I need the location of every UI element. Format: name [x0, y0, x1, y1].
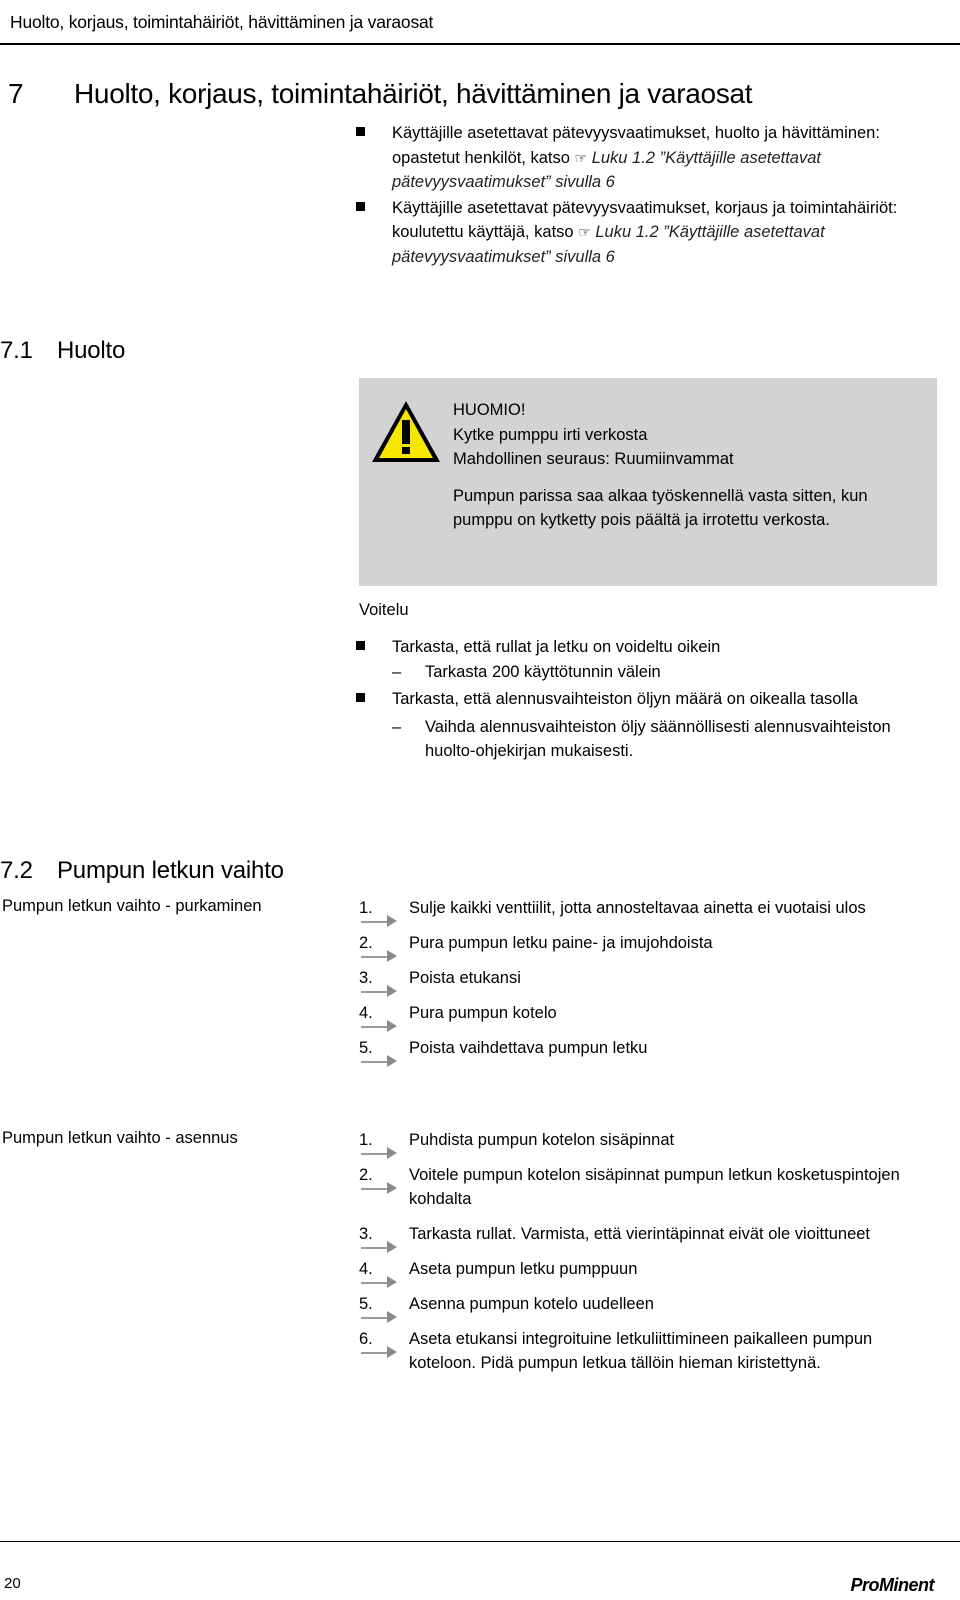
cross-reference-link[interactable]: Luku 1.2 ”Käyttäjille asetettavat pätevyysvaatimukset” sivulla 6	[392, 148, 821, 191]
removal-step	[359, 1036, 937, 1060]
step-text: Pura pumpun kotelo	[409, 1004, 557, 1022]
step-arrow-icon	[387, 985, 397, 997]
step-text: Tarkasta rullat. Varmista, että vierintäpinnat eivät ole vioittuneet	[409, 1225, 871, 1243]
qualification-item	[392, 196, 937, 270]
lubrication-item-text: Tarkasta, että rullat ja letku on voideltu oikein	[392, 638, 721, 656]
lubrication-subitem	[392, 715, 937, 764]
step-arrow-icon	[387, 1182, 397, 1194]
step-arrow-icon	[387, 1311, 397, 1323]
dash-icon: –	[392, 717, 402, 736]
brand-logo: ProMinent	[850, 1575, 934, 1595]
step-arrow-icon	[387, 915, 397, 927]
bullet-square-icon	[356, 127, 365, 136]
removal-steps	[359, 896, 937, 1071]
lubrication-list	[392, 635, 937, 764]
header-divider	[0, 43, 960, 45]
section-heading-huolto	[0, 337, 125, 365]
install-step	[359, 1128, 937, 1152]
step-text: Aseta etukansi integroituine letkuliittimineen paikalleen pumpun koteloon. Pidä pumpun letkua tällöin hieman kiristettynä.	[409, 1330, 873, 1372]
step-arrow-icon	[387, 1147, 397, 1159]
notice-consequence: Mahdollinen seuraus: Ruumiinvammat	[453, 450, 734, 468]
notice-content	[453, 398, 923, 533]
step-arrow-icon	[387, 1020, 397, 1032]
running-header: Huolto, korjaus, toimintahäiriöt, hävittäminen ja varaosat	[10, 12, 434, 32]
qualification-item	[392, 121, 937, 195]
section-title: Huolto	[57, 337, 126, 364]
section-heading-letkun-vaihto	[0, 857, 284, 885]
step-number: 6.	[359, 1327, 379, 1351]
step-number: 3.	[359, 966, 379, 990]
step-number: 2.	[359, 1163, 379, 1187]
hand-pointer-icon: ☞	[578, 224, 591, 240]
step-arrow-icon	[387, 1346, 397, 1358]
section-number: 7.1	[0, 337, 33, 364]
lubrication-subitem-text: Vaihda alennusvaihteiston öljy säännöllisesti alennusvaihteiston huolto-ohjekirjan mukaisesti.	[425, 717, 891, 760]
qualification-label: Käyttäjille asetettavat pätevyysvaatimukset, korjaus ja toimintahäiriöt:	[392, 198, 898, 217]
step-number: 2.	[359, 931, 379, 955]
notice-heading: HUOMIO!	[453, 401, 526, 419]
warning-triangle-icon	[369, 398, 443, 471]
lubrication-item	[392, 635, 937, 660]
bullet-square-icon	[356, 202, 365, 211]
step-arrow-icon	[387, 1241, 397, 1253]
hand-pointer-icon: ☞	[574, 149, 588, 166]
lubrication-label: Voitelu	[359, 601, 409, 619]
qualification-label: Käyttäjille asetettavat pätevyysvaatimukset, huolto ja hävittäminen:	[392, 124, 880, 142]
footer-divider	[0, 1541, 960, 1542]
step-text: Poista vaihdettava pumpun letku	[409, 1039, 648, 1057]
step-arrow-icon	[387, 950, 397, 962]
install-heading: Pumpun letkun vaihto - asennus	[2, 1129, 238, 1147]
section-number: 7.2	[0, 857, 33, 884]
step-text: Pura pumpun letku paine- ja imujohdoista	[409, 934, 713, 952]
install-step	[359, 1257, 937, 1281]
lubrication-subitem	[392, 660, 937, 685]
install-step	[359, 1163, 937, 1211]
step-text: Aseta pumpun letku pumppuun	[409, 1260, 638, 1278]
chapter-title: Huolto, korjaus, toimintahäiriöt, hävittäminen ja varaosat	[74, 78, 753, 109]
section-title: Pumpun letkun vaihto	[57, 857, 284, 884]
step-text: Sulje kaikki venttiilit, jotta annosteltavaa ainetta ei vuotaisi ulos	[409, 899, 866, 917]
step-number: 1.	[359, 896, 379, 920]
lubrication-item	[392, 687, 937, 712]
removal-step	[359, 966, 937, 990]
step-number: 5.	[359, 1036, 379, 1060]
bullet-square-icon	[356, 641, 365, 650]
step-text: Voitele pumpun kotelon sisäpinnat pumpun letkun kosketuspintojen kohdalta	[409, 1166, 900, 1208]
step-arrow-icon	[387, 1055, 397, 1067]
install-step	[359, 1327, 937, 1375]
chapter-number: 7	[8, 78, 24, 109]
dash-icon: –	[392, 662, 402, 681]
page-number: 20	[4, 1575, 21, 1592]
notice-body: Pumpun parissa saa alkaa työskennellä vasta sitten, kun pumppu on kytketty pois päältä ja irrotettu verkosta.	[453, 486, 868, 529]
install-step	[359, 1292, 937, 1316]
lubrication-item-text: Tarkasta, että alennusvaihteiston öljyn määrä on oikealla tasolla	[392, 690, 858, 708]
step-number: 4.	[359, 1001, 379, 1025]
bullet-square-icon	[356, 693, 365, 702]
removal-heading: Pumpun letkun vaihto - purkaminen	[2, 897, 262, 915]
step-number: 3.	[359, 1222, 379, 1246]
removal-step	[359, 896, 937, 920]
qualification-text: opastetut henkilöt, katso	[392, 148, 575, 167]
step-number: 4.	[359, 1257, 379, 1281]
step-text: Poista etukansi	[409, 969, 521, 987]
lubrication-subitem-text: Tarkasta 200 käyttötunnin välein	[425, 662, 661, 681]
chapter-heading	[8, 78, 752, 110]
qualification-list	[392, 121, 937, 270]
removal-step	[359, 1001, 937, 1025]
notice-subheading: Kytke pumppu irti verkosta	[453, 425, 648, 444]
qualification-text: koulutettu käyttäjä, katso	[392, 223, 579, 241]
step-text: Asenna pumpun kotelo uudelleen	[409, 1295, 654, 1313]
step-arrow-icon	[387, 1276, 397, 1288]
step-number: 1.	[359, 1128, 379, 1152]
step-text: Puhdista pumpun kotelon sisäpinnat	[409, 1131, 675, 1149]
install-step	[359, 1222, 937, 1246]
step-number: 5.	[359, 1292, 379, 1316]
cross-reference-link[interactable]: Luku 1.2 ”Käyttäjille asetettavat pätevyysvaatimukset” sivulla 6	[392, 223, 825, 266]
removal-step	[359, 931, 937, 955]
install-steps	[359, 1128, 937, 1386]
